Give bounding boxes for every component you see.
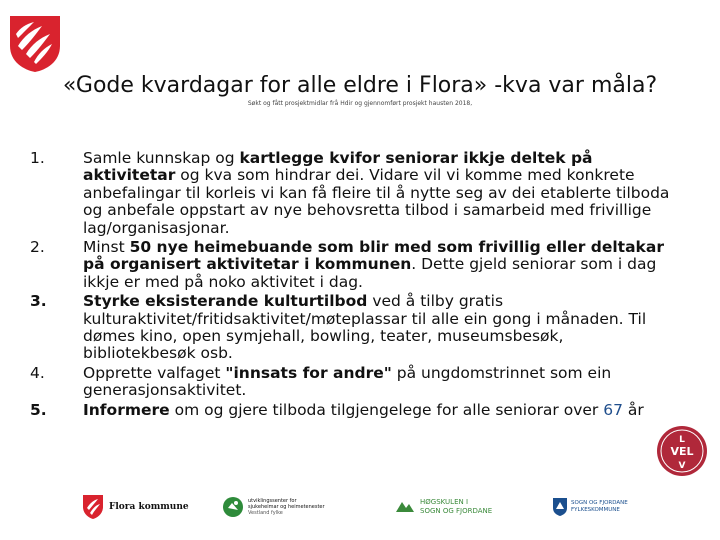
fylkeskommune-line-1: SOGN OG FJORDANE — [571, 500, 628, 506]
flora-crest-icon — [6, 12, 64, 74]
page-title: «Gode kvardagar for alle eldre i Flora» -kva var måla? — [62, 73, 658, 98]
item-text: Samle kunnskap og kartlegge kvifor seniorar ikkje deltek på aktivitetar og kva som hindrar dei. Vidare vil vi komme med konkrete anbefalingar til korleis vi kan få fleire til å nytte seg av dei etablerte tilboda og anbefale oppstart av nye behovsretta tilbod i samarbeid med frivillige lag/organisasjonar. — [83, 149, 670, 237]
list-item — [30, 150, 680, 237]
flora-small-crest-icon — [82, 494, 104, 520]
flora-kommune-logo — [82, 487, 212, 527]
velv-line-2: VEL — [670, 445, 694, 458]
hogskulen-icon — [394, 496, 416, 518]
velv-logo-icon — [656, 425, 708, 477]
utviklingssenter-line-2: sjukeheimar og heimetenester — [248, 504, 325, 510]
fylkeskommune-logo — [552, 487, 636, 527]
item-number: 5. — [30, 400, 47, 419]
list-item — [30, 293, 680, 363]
item-text: Minst 50 nye heimebuande som blir med som frivillig eller deltakar på organisert aktivitetar i kommunen. Dette gjeld seniorar som i dag ikkje er med på noko aktivitet i dag. — [83, 238, 664, 291]
utviklingssenter-icon — [222, 496, 244, 518]
goals-list — [30, 150, 680, 419]
flora-kommune-label: Flora kommune — [109, 501, 189, 512]
item-text: Styrke eksisterande kulturtilbod ved å tilby gratis kulturaktivitet/fritidsaktivitet/møteplassar til alle ein gong i månaden. Til dømes kino, open symjehall, bowling, teater, museumsbesøk, bibliotekbesøk osb. — [83, 292, 647, 363]
fylkeskommune-icon — [552, 497, 568, 517]
hogskulen-line-2: SOGN OG FJORDANE — [420, 507, 493, 515]
hogskulen-logo — [394, 487, 514, 527]
list-item — [30, 239, 680, 291]
fylkeskommune-line-2: FYLKESKOMMUNE — [571, 507, 620, 513]
item-number: 3. — [30, 292, 47, 311]
item-number: 2. — [30, 238, 45, 257]
velv-line-3: V — [678, 461, 686, 471]
item-number: 1. — [30, 149, 45, 167]
list-item — [30, 402, 680, 419]
partner-logos — [82, 487, 636, 527]
utviklingssenter-line-3: Vestland fylke — [248, 510, 283, 516]
utviklingssenter-logo — [222, 487, 352, 527]
utviklingssenter-line-1: utviklingssenter for — [248, 498, 297, 504]
item-number: 4. — [30, 363, 45, 382]
item-text: Informere om og gjere tilboda tilgjengelege for alle seniorar over 67 år — [83, 400, 644, 419]
item-text: Opprette valfaget "innsats for andre" på ungdomstrinnet som ein generasjonsaktivitet. — [83, 363, 612, 400]
velv-line-1: L — [679, 435, 685, 445]
hogskulen-line-1: HØGSKULEN I — [420, 498, 469, 506]
page-subtitle: Søkt og fått prosjektmidlar frå Hdir og gjennomført prosjekt hausten 2018, — [247, 100, 473, 107]
list-item — [30, 365, 680, 400]
